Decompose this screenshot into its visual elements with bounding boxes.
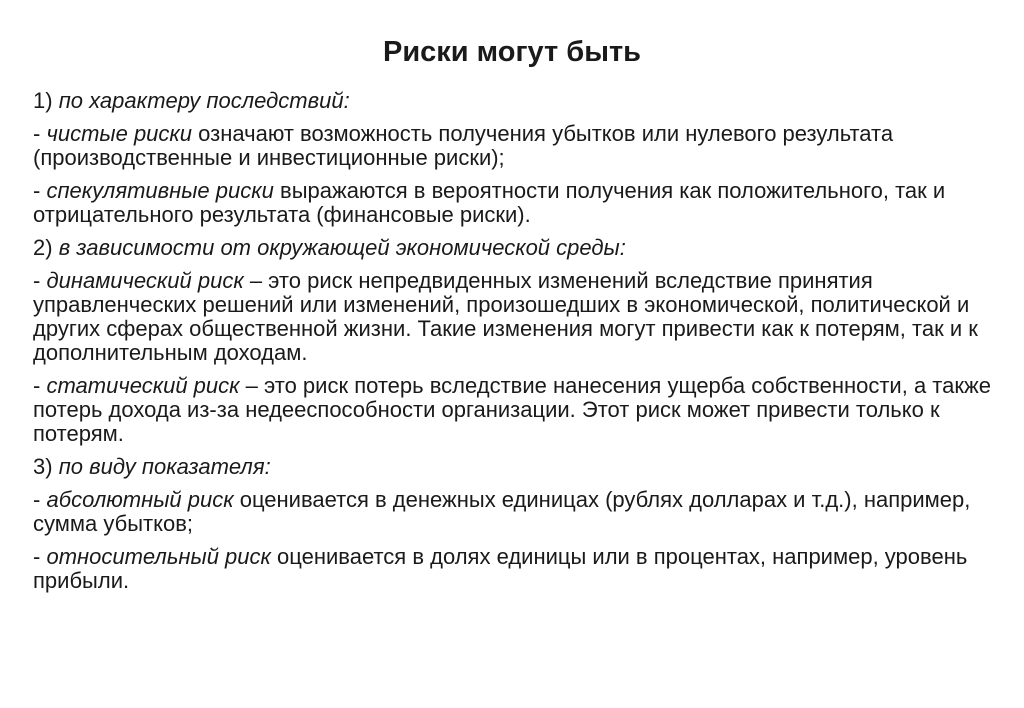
item-prefix: - (33, 487, 47, 512)
item-prefix: - (33, 544, 47, 569)
section-heading-2 (33, 236, 993, 260)
item-prefix: - (33, 373, 47, 398)
item-text: – это риск потерь вследствие нанесения ущерба собственности, а также потерь дохода из-за недееспособности организации. Этот риск может привести только к потерям. (33, 373, 991, 446)
section-heading-text: по виду показателя: (58, 454, 271, 479)
list-item (33, 545, 993, 593)
section-heading-1 (33, 89, 993, 113)
item-text: оценивается в денежных единицах (рублях долларах и т.д.), например, сумма убытков; (33, 487, 971, 536)
list-item (33, 122, 993, 170)
item-term: относительный риск (46, 544, 271, 569)
list-item (33, 179, 993, 227)
list-item (33, 488, 993, 536)
section-heading-3 (33, 455, 993, 479)
item-term: спекулятивные риски (46, 178, 274, 203)
section-number: 1) (33, 88, 59, 113)
item-text: выражаются в вероятности получения как положительного, так и отрицательного результата (финансовые риски). (33, 178, 946, 227)
list-item (33, 269, 993, 365)
section-heading-text: по характеру последствий: (58, 88, 350, 113)
item-text: оценивается в долях единицы или в процентах, например, уровень прибыли. (33, 544, 968, 593)
item-text: – это риск непредвиденных изменений вследствие принятия управленческих решений или изменений, произошедших в экономической, политической и других сферах общественной жизни. Такие изменения могут привести как к потерям, так и к дополнительным доходам. (33, 268, 978, 365)
item-term: абсолютный риск (46, 487, 234, 512)
item-text: означают возможность получения убытков или нулевого результата (производственные и инвестиционные риски); (33, 121, 894, 170)
item-term: динамический риск (46, 268, 244, 293)
list-item (33, 374, 993, 446)
item-prefix: - (33, 268, 47, 293)
item-term: чистые риски (46, 121, 193, 146)
slide-content (33, 89, 993, 602)
section-number: 3) (33, 454, 59, 479)
page-title: Риски могут быть (382, 36, 641, 68)
section-heading-text: в зависимости от окружающей экономической среды: (58, 235, 626, 260)
item-term: статический риск (46, 373, 240, 398)
item-prefix: - (33, 178, 47, 203)
section-number: 2) (33, 235, 59, 260)
item-prefix: - (33, 121, 47, 146)
